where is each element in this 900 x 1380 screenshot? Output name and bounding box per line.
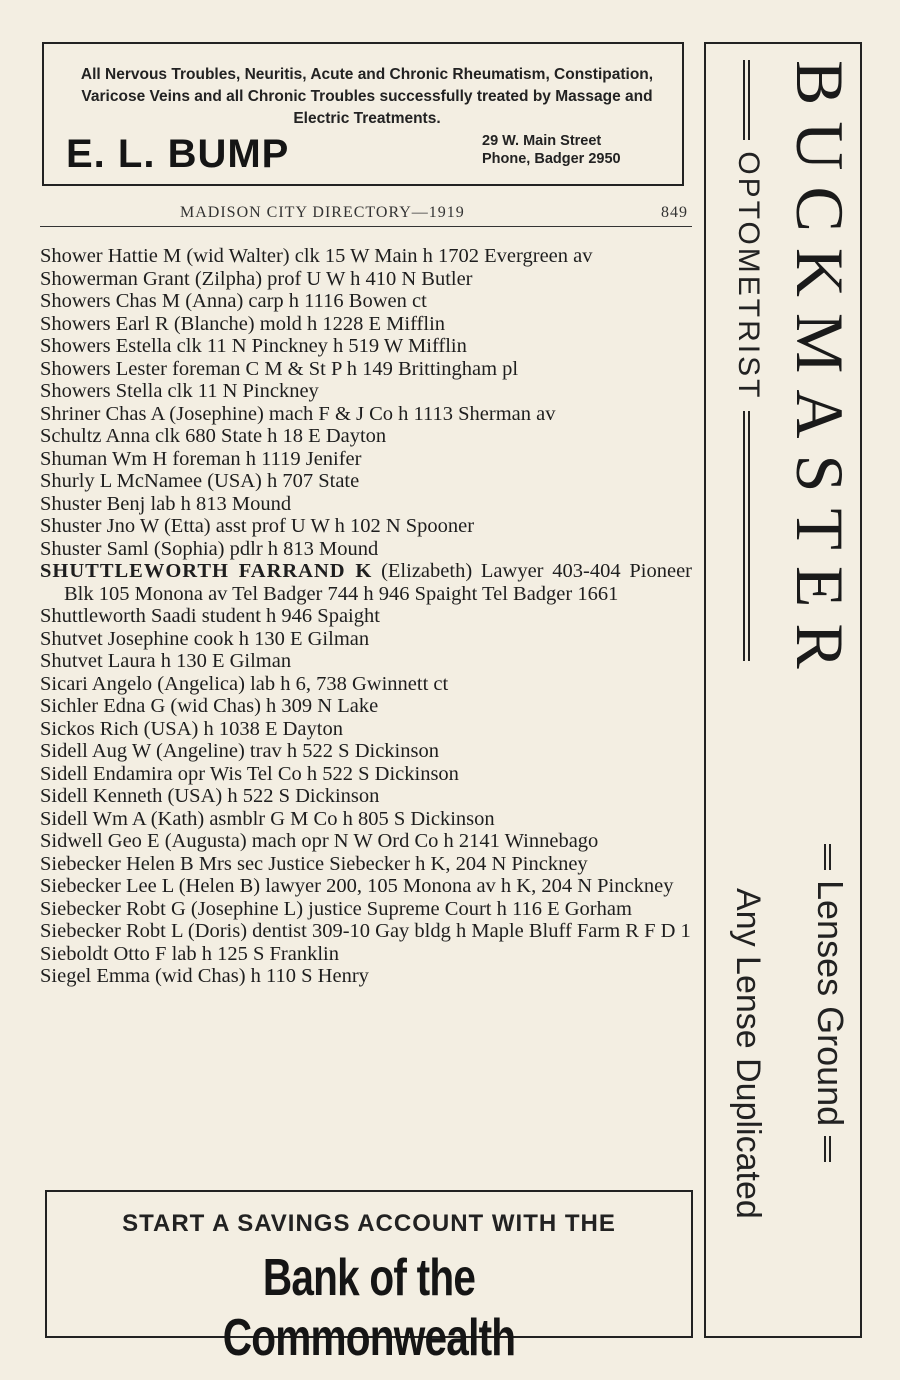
- entry-name: Siebecker Robt G: [40, 897, 186, 920]
- entry-details: h 130 E Gilman: [155, 650, 292, 672]
- double-rule: [743, 411, 750, 661]
- directory-entry: [40, 673, 692, 696]
- entry-details: Mrs sec Justice Siebecker h K, 204 N Pinckney: [193, 852, 588, 875]
- entry-name: Sidell Kenneth: [40, 785, 163, 807]
- entry-details: lab h 125 S Franklin: [166, 942, 339, 965]
- buckmaster-profession: OPTOMETRIST: [732, 151, 765, 400]
- bump-ad-blurb: All Nervous Troubles, Neuritis, Acute and Chronic Rheumatism, Constipation, Varicose Veins and all Chronic Troubles successfully treated by Massage and Electric Treatments.: [80, 66, 654, 127]
- entry-details: foreman C M & St P h 149 Brittingham pl: [166, 357, 519, 380]
- buckmaster-tagline-row: [810, 844, 850, 1162]
- entry-details: (Kath) asmblr G M Co h 805 S Dickinson: [145, 807, 495, 830]
- bank-ad-name: Bank of the Commonwealth: [222, 1249, 516, 1367]
- entry-details: (wid Chas) h 110 S Henry: [149, 965, 369, 987]
- entry-details: (Doris) dentist 309-10 Gay bldg h Maple Bluff Farm R F D 1: [182, 920, 691, 942]
- entry-details: (Angelica) lab h 6, 738 Gwinnett ct: [152, 672, 449, 695]
- entry-details: (Angeline) trav h 522 S Dickinson: [150, 740, 439, 762]
- entry-name: Showers Estella: [40, 335, 172, 357]
- bump-ad-phone: Phone, Badger 2950: [482, 151, 621, 167]
- directory-entry: [40, 650, 692, 673]
- directory-entry: [40, 470, 692, 493]
- entry-details: (wid Walter) clk 15 W Main h 1702 Evergreen av: [181, 245, 593, 267]
- bank-advertisement: [45, 1190, 693, 1367]
- bank-ad-slogan: START A SAVINGS ACCOUNT WITH THE: [122, 1210, 616, 1237]
- directory-entry: [40, 493, 692, 516]
- entry-name: Shuster Benj: [40, 492, 146, 515]
- entry-details: (USA) h 522 S Dickinson: [162, 785, 380, 807]
- directory-entry: [40, 830, 692, 853]
- directory-entry: [40, 358, 692, 381]
- directory-entry: [40, 785, 692, 808]
- directory-entry: [40, 290, 692, 313]
- directory-entry: [40, 403, 692, 426]
- directory-entry: [40, 763, 692, 786]
- entry-name: Sidell Aug W: [40, 740, 151, 762]
- directory-entry: [40, 425, 692, 448]
- entry-name: Shurly L McNamee: [40, 470, 203, 492]
- entry-name: Siebecker Robt L: [40, 920, 183, 942]
- entry-name: Showers Earl R: [40, 312, 169, 335]
- directory-entry: [40, 965, 692, 988]
- entry-name: Sidwell Geo E: [40, 830, 160, 852]
- directory-entry: [40, 313, 692, 336]
- double-rule: [824, 844, 831, 870]
- entry-name: Shuster Saml: [40, 537, 149, 560]
- directory-entry: [40, 740, 692, 763]
- entry-details: (wid Chas) h 309 N Lake: [165, 695, 379, 717]
- entry-details: lab h 813 Mound: [145, 492, 292, 515]
- double-rule: [824, 1136, 831, 1162]
- buckmaster-advertisement: [704, 42, 862, 1338]
- entry-name: Shutvet Josephine: [40, 627, 189, 650]
- directory-entry: [40, 943, 692, 966]
- buckmaster-brand: BUCKMASTER: [782, 60, 858, 685]
- entry-details: (Josephine L) justice Supreme Court h 116 E Gorham: [185, 897, 632, 920]
- entry-name: Siegel Emma: [40, 965, 150, 987]
- buckmaster-tagline: Lenses Ground: [810, 880, 851, 1127]
- buckmaster-ad-rotated: [706, 44, 862, 1338]
- directory-entry: [40, 448, 692, 471]
- entry-details: (Zilpha) prof U W h 410 N Butler: [189, 267, 473, 290]
- entry-name: Sicari Angelo: [40, 672, 153, 695]
- page-number: 849: [661, 204, 688, 221]
- entry-name: Shuttleworth Saadi: [40, 605, 197, 627]
- entry-name: Shuman Wm H: [40, 447, 168, 470]
- entry-details: (Sophia) pdlr h 813 Mound: [148, 537, 379, 560]
- bump-ad-contact: [482, 132, 672, 168]
- entry-details: clk 11 N Pinckney h 519 W Mifflin: [171, 335, 467, 357]
- directory-entry: [40, 380, 692, 403]
- entry-name: Siebecker Helen B: [40, 852, 194, 875]
- directory-entry: [40, 538, 692, 561]
- entry-name: SHUTTLEWORTH FARRAND K: [40, 560, 373, 582]
- entry-details: (Helen B) lawyer 200, 105 Monona av h K, 204 N Pinckney: [173, 875, 674, 897]
- entry-name: Schultz Anna: [40, 425, 150, 447]
- bump-ad-address: 29 W. Main Street: [482, 133, 602, 149]
- directory-entry: [40, 875, 692, 898]
- entry-details: student h 946 Spaight: [196, 605, 380, 627]
- entry-name: Showers Stella: [40, 380, 163, 402]
- entry-name: Sidell Wm A: [40, 807, 146, 830]
- entry-name: Showers Lester: [40, 357, 167, 380]
- directory-entry: [40, 695, 692, 718]
- entry-name: Showers Chas M: [40, 290, 181, 312]
- buckmaster-duplicated: Any Lense Duplicated: [729, 888, 767, 1219]
- entry-name: Shower Hattie M: [40, 245, 182, 267]
- entry-name: Shriner Chas A: [40, 402, 165, 425]
- entry-name: Sichler Edna G: [40, 695, 166, 717]
- entry-details: (USA) h 1038 E Dayton: [138, 717, 343, 740]
- directory-entry: [40, 268, 692, 291]
- entry-details: clk 680 State h 18 E Dayton: [149, 425, 387, 447]
- directory-entry: [40, 605, 692, 628]
- running-head-title: MADISON CITY DIRECTORY—1919: [180, 204, 465, 221]
- directory-entry: [40, 245, 692, 268]
- directory-entry: [40, 515, 692, 538]
- entry-details: opr Wis Tel Co h 522 S Dickinson: [172, 762, 459, 785]
- entry-name: Sidell Endamira: [40, 762, 173, 785]
- directory-entry: [40, 808, 692, 831]
- entry-details: (Anna) carp h 1116 Bowen ct: [180, 290, 427, 312]
- entry-details: (Josephine) mach F & J Co h 1113 Sherman av: [164, 402, 556, 425]
- directory-entry: [40, 853, 692, 876]
- bump-advertisement: [42, 42, 684, 186]
- entry-details: (Elizabeth) Lawyer 403-404 Pioneer Blk 105 Monona av Tel Badger 744 h 946 Spaight Tel Badger 1661: [64, 560, 693, 605]
- entry-details: (Etta) asst prof U W h 102 N Spooner: [158, 515, 475, 537]
- entry-details: cook h 130 E Gilman: [188, 627, 370, 650]
- entry-details: clk 11 N Pinckney: [162, 380, 319, 402]
- directory-entry: [40, 335, 692, 358]
- double-rule: [743, 60, 750, 140]
- entry-name: Showerman Grant: [40, 267, 190, 290]
- entry-name: Sickos Rich: [40, 717, 139, 740]
- directory-listing: [40, 245, 692, 988]
- entry-name: Siebecker Lee L: [40, 875, 174, 897]
- entry-details: foreman h 1119 Jenifer: [167, 447, 362, 470]
- bump-ad-name: E. L. BUMP: [66, 132, 290, 176]
- directory-entry: [40, 920, 692, 943]
- directory-entry: [40, 898, 692, 921]
- entry-details: (Augusta) mach opr N W Ord Co h 2141 Winnebago: [159, 830, 599, 852]
- entry-details: (USA) h 707 State: [202, 470, 360, 492]
- directory-entry: [40, 560, 692, 605]
- directory-entry: [40, 718, 692, 741]
- running-head: [40, 204, 692, 227]
- entry-name: Sieboldt Otto F: [40, 942, 167, 965]
- entry-name: Shutvet Laura: [40, 650, 156, 672]
- entry-name: Shuster Jno W: [40, 515, 159, 537]
- directory-entry: [40, 628, 692, 651]
- entry-details: (Blanche) mold h 1228 E Mifflin: [168, 312, 446, 335]
- buckmaster-profession-row: [728, 60, 768, 661]
